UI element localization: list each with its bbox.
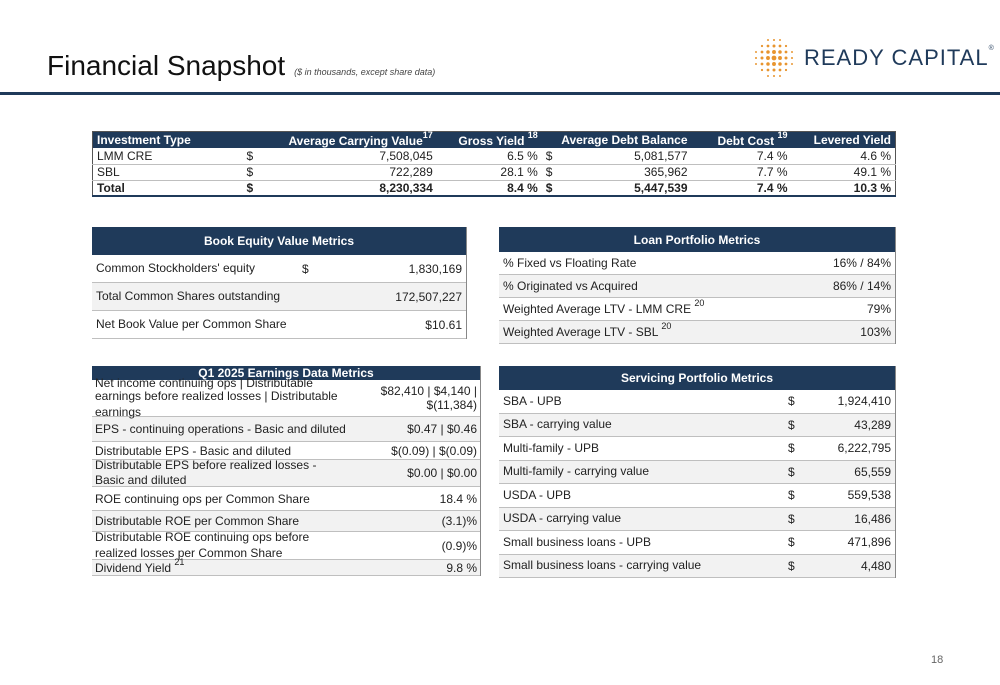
book-equity-title: Book Equity Value Metrics (92, 227, 466, 255)
list-item (499, 321, 895, 344)
metric-label (503, 255, 811, 270)
metric-label (503, 278, 811, 293)
logo-dot (755, 63, 757, 65)
metric-value: 1,830,169 (408, 261, 462, 276)
cell-investment-type: SBL (93, 164, 243, 180)
metric-label (95, 459, 347, 487)
earnings-title: Q1 2025 Earnings Data Metrics (92, 366, 480, 380)
logo-dot (778, 50, 782, 54)
cell-debt-cost: 7.7 % (692, 164, 792, 180)
metric-label: Net Book Value per Common Share (96, 316, 287, 331)
investment-table-header (93, 132, 896, 149)
cell-average-carrying-value: 722,289 (298, 164, 437, 180)
metric-label-text: EPS - continuing operations - Basic and diluted (95, 422, 346, 437)
col-investment-type: Investment Type (93, 132, 243, 149)
logo-dot (773, 45, 776, 48)
metric-value: $0.47 | $0.46 (407, 422, 477, 436)
metric-label (95, 531, 347, 559)
cell-levered-yield: 4.6 % (792, 148, 896, 164)
logo-dot (791, 63, 793, 65)
metric-currency: $ (788, 488, 795, 503)
metric-label (95, 421, 347, 436)
metric-label: Multi-family - UPB (503, 440, 600, 455)
metric-label: USDA - carrying value (503, 511, 622, 526)
metric-label-text: Dividend Yield (95, 560, 175, 575)
metric-currency: $ (788, 394, 795, 409)
logo-dot (766, 56, 770, 60)
list-item (499, 298, 895, 321)
logo-dot (755, 51, 757, 53)
cell-gross-yield: 6.5 % (437, 148, 542, 164)
cell-levered-yield: 10.3 % (792, 180, 896, 196)
metric-value: $0.00 | $0.00 (407, 466, 477, 480)
cell-investment-type: Total (93, 180, 243, 196)
metric-label: Total Common Shares outstanding (96, 288, 281, 303)
metric-label: Common Stockholders' equity (96, 260, 256, 275)
logo-dot (766, 50, 770, 54)
list-item (499, 437, 895, 461)
metric-value: $82,410 | $4,140 | $(11,384) (380, 384, 477, 412)
metric-value: 559,538 (847, 488, 891, 503)
table-row (93, 148, 896, 164)
footnote-marker: 20 (694, 298, 705, 309)
col-gross-yield: Gross Yield $^{18}$ (437, 132, 542, 149)
table-row (93, 164, 896, 180)
cell-currency: $ (542, 148, 562, 164)
metric-value: $(0.09) | $(0.09) (391, 443, 477, 458)
logo-mark-icon (752, 36, 796, 80)
logo-dot (791, 57, 793, 59)
list-item (92, 532, 480, 560)
list-item (92, 376, 480, 419)
list-item (92, 487, 480, 511)
metric-currency: $ (788, 441, 795, 456)
metric-label (503, 298, 811, 317)
logo-dot (767, 39, 769, 41)
metric-currency: $ (788, 558, 795, 573)
metric-label (95, 443, 347, 458)
cell-gross-yield: 28.1 % (437, 164, 542, 180)
earnings-panel (92, 366, 481, 576)
cell-investment-type: LMM CRE (93, 148, 243, 164)
list-item (92, 283, 466, 311)
list-item (92, 255, 466, 283)
metric-label (95, 491, 347, 506)
metric-label: SBA - carrying value (503, 417, 612, 432)
logo-dot (773, 39, 775, 41)
metric-label: SBA - UPB (503, 393, 562, 408)
logo-dot (772, 50, 776, 54)
logo-dot (779, 69, 782, 72)
metric-label (95, 556, 347, 575)
logo-dot (778, 56, 782, 60)
logo-dot (785, 51, 788, 54)
cell-debt-cost: 7.4 % (692, 148, 792, 164)
list-item (92, 457, 480, 487)
loan-portfolio-title: Loan Portfolio Metrics (499, 227, 895, 252)
metric-label-text: % Originated vs Acquired (503, 279, 638, 294)
metric-value: 103% (860, 325, 891, 339)
list-item (92, 556, 480, 576)
cell-debt-cost: 7.4 % (692, 180, 792, 196)
metric-value: $10.61 (425, 317, 462, 332)
logo-dot (773, 75, 775, 77)
logo-dot (772, 62, 776, 66)
investment-table (92, 131, 896, 197)
metric-label-text: Weighted Average LTV - SBL (503, 325, 662, 340)
footnote-marker: 20 (661, 321, 672, 332)
metric-value: 6,222,795 (837, 441, 891, 456)
logo-dot (772, 56, 777, 61)
metric-label-text: Distributable ROE per Common Share (95, 514, 300, 529)
metric-currency: $ (788, 535, 795, 550)
logo-dot (761, 63, 764, 66)
list-item (499, 390, 895, 414)
cell-average-carrying-value: 8,230,334 (298, 180, 437, 196)
metric-label (95, 377, 347, 419)
list-item (92, 417, 480, 442)
cell-currency: $ (542, 164, 562, 180)
list-item (499, 461, 895, 485)
logo-dot (761, 69, 763, 71)
cell-currency: $ (243, 148, 298, 164)
metric-label-text: ROE continuing ops per Common Share (95, 491, 310, 506)
footnote-marker: 21 (174, 556, 185, 567)
logo-dot (779, 75, 781, 77)
logo-dot (755, 57, 757, 59)
cell-average-carrying-value: 7,508,045 (298, 148, 437, 164)
servicing-panel (499, 366, 896, 578)
list-item (499, 252, 895, 275)
metric-label: USDA - UPB (503, 487, 572, 502)
metric-label-text: Distributable ROE continuing ops before realized losses per Common Share (95, 530, 310, 560)
metric-value: 1,924,410 (837, 394, 891, 409)
cell-currency: $ (542, 180, 562, 196)
servicing-title: Servicing Portfolio Metrics (499, 366, 895, 390)
metric-label: Multi-family - carrying value (503, 464, 650, 479)
metric-label: Small business loans - UPB (503, 534, 652, 549)
metric-value: 18.4 % (439, 491, 477, 506)
metric-label-text: Distributable EPS - Basic and diluted (95, 443, 292, 458)
page-title: Financial Snapshot (47, 50, 286, 81)
page-number: 18 (931, 654, 944, 666)
metric-value: 16% / 84% (832, 256, 891, 270)
metric-value: 471,896 (847, 535, 891, 550)
metric-value: (3.1)% (441, 514, 477, 528)
page-subtitle: ($ in thousands, except share data) (294, 67, 436, 77)
metric-value: 4,480 (860, 558, 891, 573)
list-item (499, 508, 895, 532)
logo-dot (785, 69, 787, 71)
header-rule (0, 92, 1000, 95)
metric-value: (0.9)% (441, 538, 477, 553)
metric-label-text: Distributable EPS before realized losses - Basic and diluted (95, 457, 317, 487)
cell-average-debt-balance: 5,081,577 (562, 148, 692, 164)
col-average-debt-balance: Average Debt Balance (542, 132, 692, 149)
metric-currency: $ (788, 417, 795, 432)
cell-gross-yield: 8.4 % (437, 180, 542, 196)
cell-average-debt-balance: 5,447,539 (562, 180, 692, 196)
metric-value: 43,289 (854, 417, 891, 432)
ready-capital-logo (752, 36, 995, 80)
logo-dot (779, 39, 781, 41)
cell-currency: $ (243, 164, 298, 180)
logo-text: READY CAPITAL® (804, 45, 995, 70)
logo-dot (767, 45, 770, 48)
logo-dot (767, 75, 769, 77)
list-item (499, 531, 895, 555)
logo-dot (767, 69, 770, 72)
logo-dot (761, 45, 763, 47)
cell-average-debt-balance: 365,962 (562, 164, 692, 180)
cell-levered-yield: 49.1 % (792, 164, 896, 180)
logo-dot (779, 45, 782, 48)
col-average-carrying-value: Average Carrying Value$^{17}$ (243, 132, 437, 149)
metric-value: 79% (866, 302, 891, 316)
loan-portfolio-panel (499, 227, 896, 344)
metric-label (503, 321, 811, 340)
logo-dot (766, 62, 770, 66)
metric-value: 86% / 14% (832, 279, 891, 293)
metric-value: 16,486 (854, 511, 891, 526)
metric-currency: $ (788, 464, 795, 479)
list-item (499, 555, 895, 579)
table-row (93, 180, 896, 196)
logo-dot (778, 62, 782, 66)
logo-dot (791, 51, 793, 53)
logo-dot (761, 57, 764, 60)
book-equity-panel (92, 227, 467, 339)
logo-dot (773, 69, 776, 72)
metric-label (95, 513, 347, 528)
logo-dot (761, 51, 764, 54)
col-levered-yield: Levered Yield (792, 132, 896, 149)
logo-dot (785, 57, 788, 60)
metric-label: Small business loans - carrying value (503, 558, 702, 573)
title-block (47, 50, 435, 82)
list-item (499, 414, 895, 438)
col-debt-cost: Debt Cost $^{19}$ (692, 132, 792, 149)
metric-currency: $ (302, 261, 309, 276)
logo-dot (785, 45, 787, 47)
metric-value: 9.8 % (446, 560, 477, 575)
metric-label-text: Weighted Average LTV - LMM CRE (503, 302, 695, 317)
list-item (499, 275, 895, 298)
metric-value: 172,507,227 (395, 289, 462, 304)
list-item (499, 484, 895, 508)
metric-value: 65,559 (854, 464, 891, 479)
list-item (92, 311, 466, 339)
metric-currency: $ (788, 511, 795, 526)
logo-dot (785, 63, 788, 66)
metric-label-text: Net income continuing ops | Distributable earnings before realized losses | Distributable earnings (95, 376, 338, 419)
list-item (92, 511, 480, 532)
cell-currency: $ (243, 180, 298, 196)
metric-label-text: % Fixed vs Floating Rate (503, 256, 637, 271)
